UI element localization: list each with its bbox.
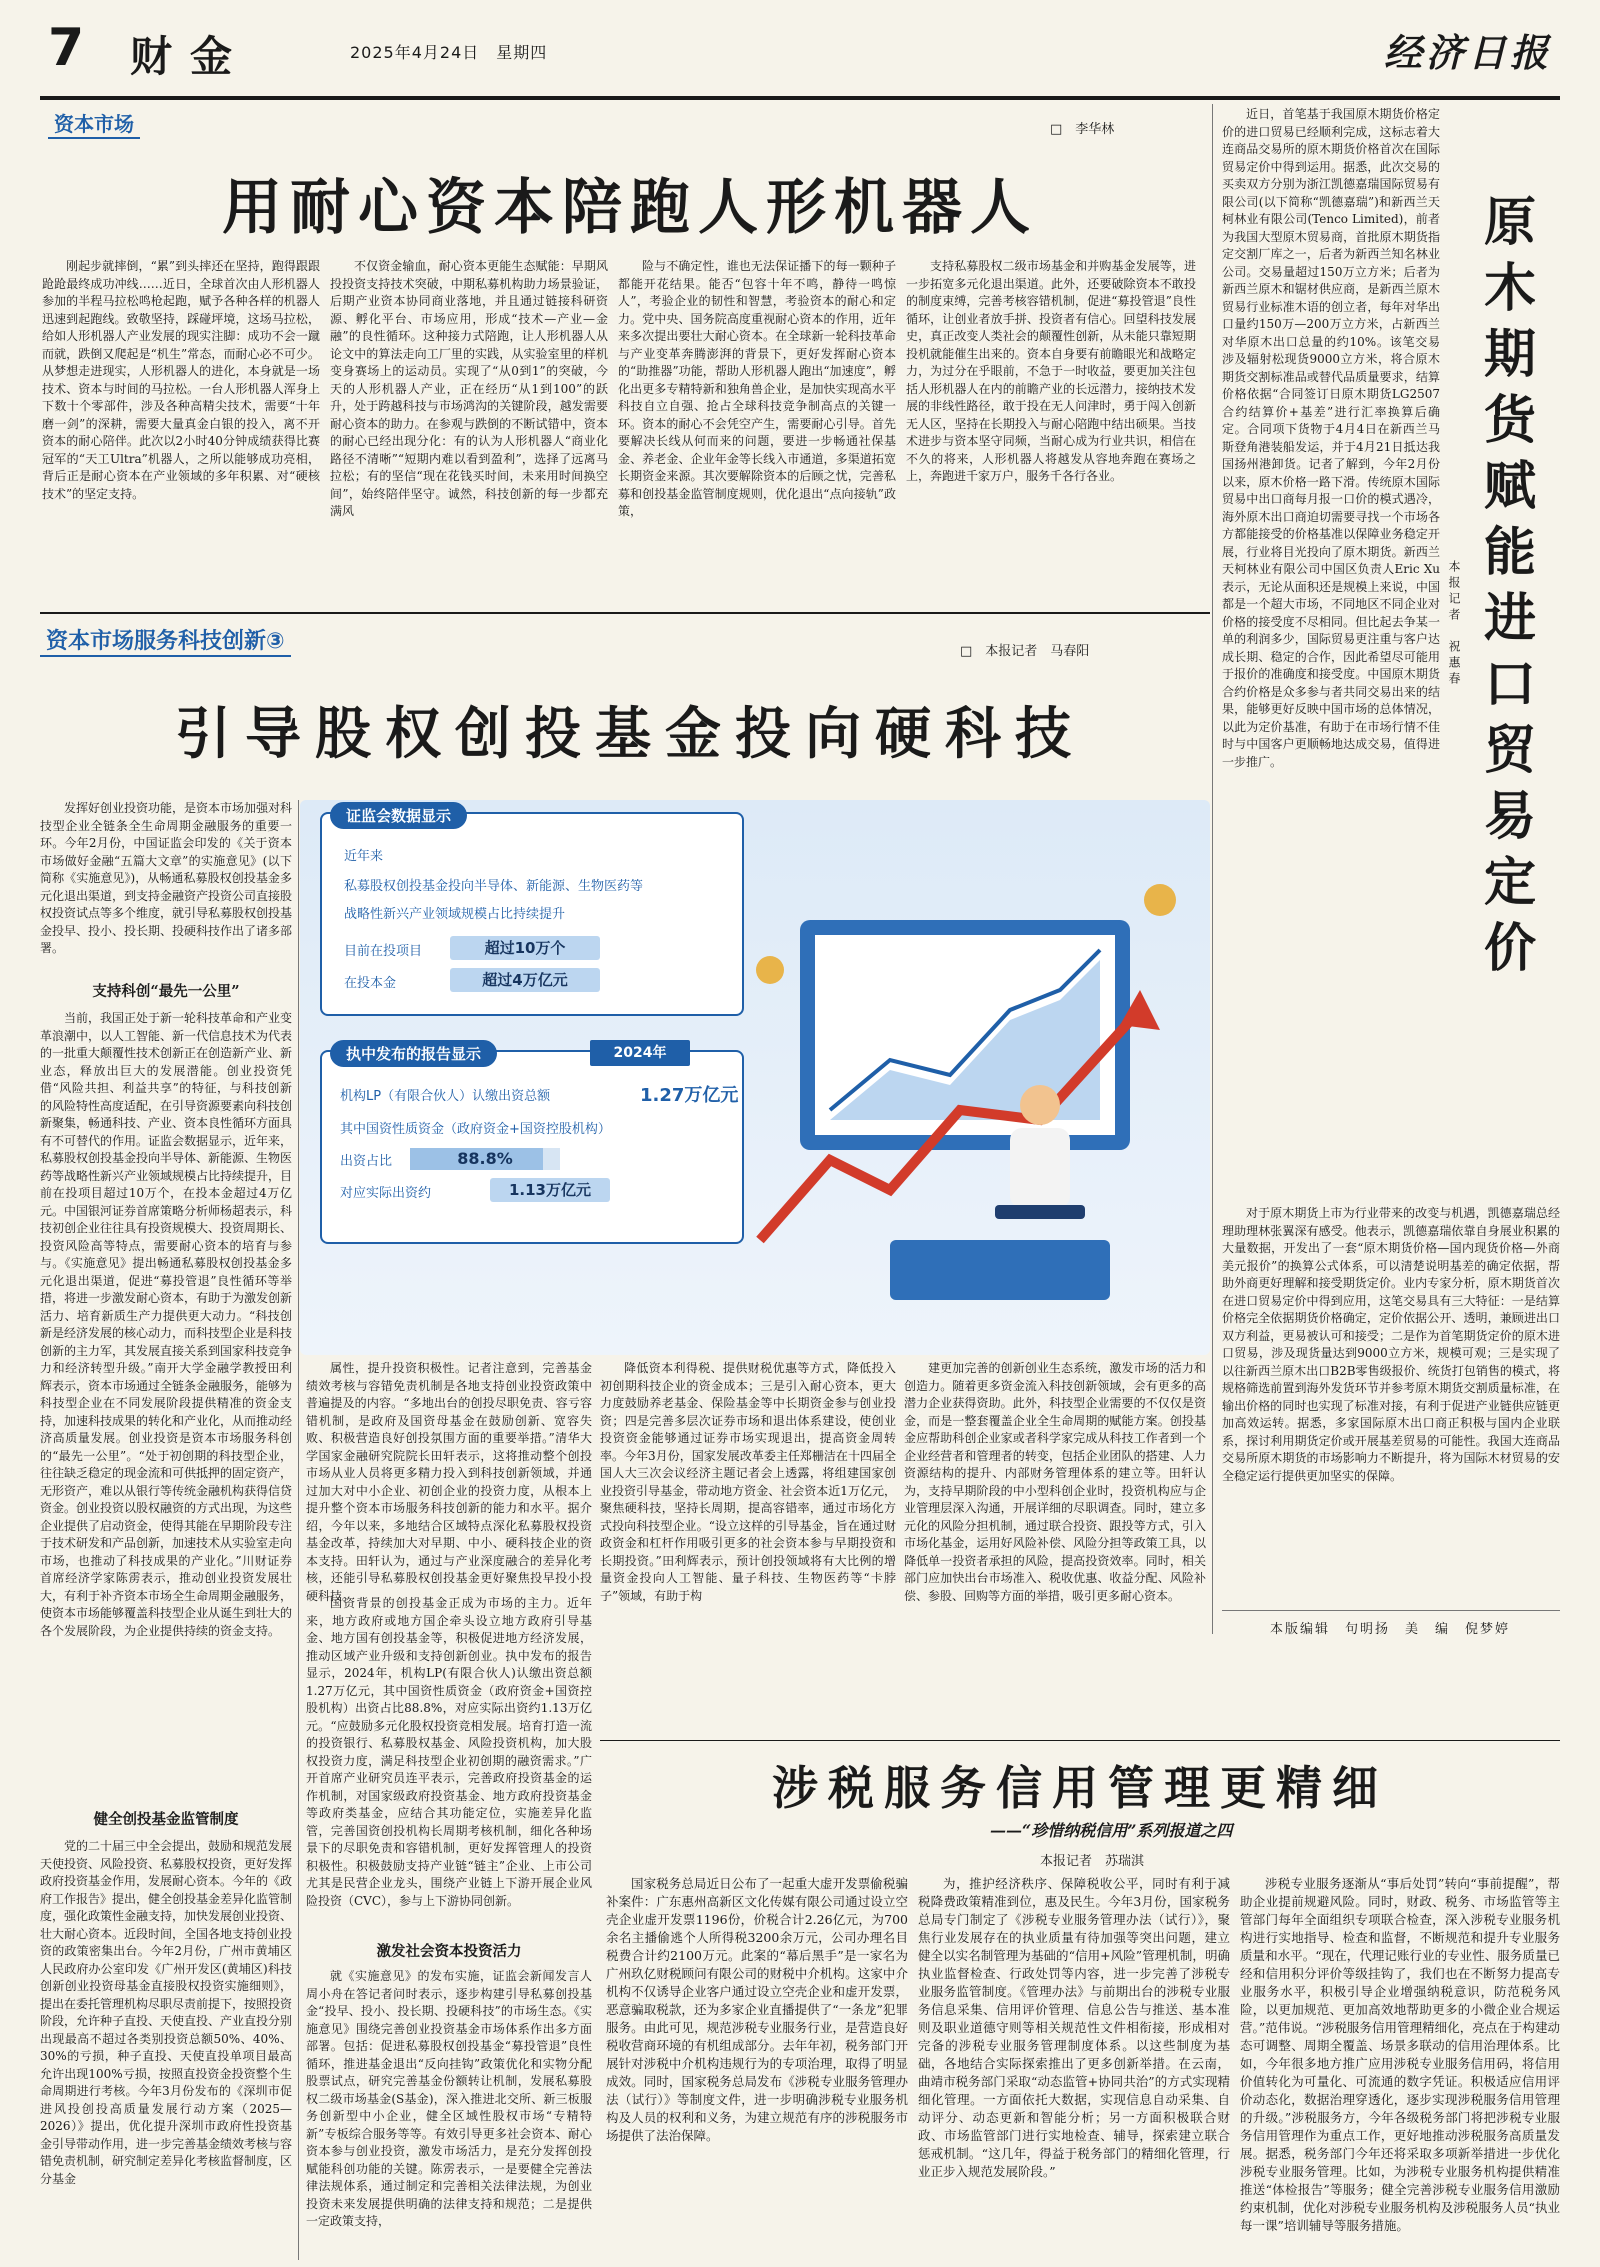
line-sectors: 私募股权创投基金投向半导体、新能源、生物医药等 xyxy=(344,879,644,894)
article2-intro: 发挥好创业投资功能，是资本市场加强对科技型企业全链条全生命周期金融服务的重要一环。今年2月份，中国证监会印发的《关于资本市场做好金融“五篇大文章”的实施意见》(以下简称《实施意见》)，从畅通私募股权创投基金多元化退出渠道，到支持金融资产投资公司直接股权投资试点等多个维度，就引导私募股权创投基金投早、投小、投长期、投硬科技作出了诸多部署。 xyxy=(40,801,293,955)
column-tag-capital-market: 资本市场 xyxy=(48,108,140,139)
issue-date: 2025年4月24日 星期四 xyxy=(350,43,548,62)
editor-rule xyxy=(1222,1610,1560,1611)
page-number: 7 xyxy=(48,18,85,78)
article4-top-rule xyxy=(600,1740,1560,1741)
article2-byline: □ 本报记者 马春阳 xyxy=(960,644,1090,659)
line-strategic: 战略性新兴产业领域规模占比持续提升 xyxy=(344,907,566,922)
person-legs-icon xyxy=(995,1205,1085,1219)
article1-col2: 不仅资金输血，耐心资本更能生态赋能：早期风投投资支持技术突破，中期私募机构助力场景验证，后期产业资本协同商业落地，并且通过链接科研资源、孵化平台、市场应用，形成“技术—产业—金融”的良性循环。这种接力式陪跑，让人形机器人从论文中的算法走向工厂里的实践，从实验室里的样机变身赛场上的运动员。实现了“从0到1”的突破，今天的人形机器人产业，正在经历“从1到100”的跃升，处于跨越科技与市场鸿沟的关键阶段，越发需要耐心资本的助力。在参观与跌倒的不断试错中，资本的耐心已经出现分化：有的认为人形机器人“商业化路径不清晰”“短期内难以看到盈利”，选择了远离马拉松；有的坚信“现在花钱买时间，未来用时间换空间”，始终陪伴坚守。诚然，科技创新的每一步都充满风 xyxy=(330,259,608,518)
article1-col4: 支持私募股权二级市场基金和并购基金发展等，进一步拓宽多元化退出渠道。此外，还要破除资本不敢投的制度束缚，完善考核容错机制，促进“募投管退”良性循环，让创业者放手拼、投资者有信心。回望科技发展史，真正改变人类社会的颠覆性创新，从未能只靠短期投机就能催生出来的。资本自身要有前瞻眼光和战略定力，为过分在乎眼前，不急于一时收益，要更加关注包括人形机器人在内的前瞻产业的长远潜力，接纳技术发展的非线性路径，敢于投在无人问津时，勇于闯入创新无人区，坚持在长期投入与耐心陪跑中结出硕果。当技术进步与资本坚守同频，当耐心成为行业共识，相信在不久的将来，人形机器人将越发从容地奔跑在赛场之上，奔跑进千家万户，服务千各行各业。 xyxy=(906,259,1196,483)
projects-label: 目前在投项目 xyxy=(344,944,423,959)
article4-col1: 国家税务总局近日公布了一起重大虚开发票偷税骗补案件：广东惠州高新区文化传媒有限公司通过设立空壳企业虚开发票1196份，价税合计2.26亿元，为700余名主播偷逃个人所得税3200余万元，公司办理名目税费合计约2100万元。此案的“幕后黑手”是一家名为广州玖亿财税顾问有限公司的财税中介机构。这家中介机构不仅诱导企业客户通过设立空壳企业和虚开发票，恶意骗取税款，还为多家企业直播提供了“一条龙”犯罪服务。由此可见，规范涉税专业服务行业，是营造良好税收营商环境的有机组成部分。去年年初，税务部门开展针对涉税中介机构违规行为的专项治理，取得了明显成效。同时，国家税务总局发布《涉税专业服务管理办法（试行）》等制度文件，进一步明确涉税专业服务机构及人员的权利和义务，为建立规范有序的涉税服务市场提供了法治保障。 xyxy=(606,1876,908,2143)
coin-icon-2 xyxy=(756,956,784,984)
report-data-title: 执中发布的报告显示 xyxy=(330,1040,497,1067)
page-editors: 本版编辑 句明扬 美 编 倪梦婷 xyxy=(1270,1622,1511,1637)
masthead xyxy=(40,18,1560,88)
article4-byline: 本报记者 苏瑞淇 xyxy=(1040,1854,1145,1869)
article2-left-col2: 党的二十届三中全会提出，鼓励和规范发展天使投资、风险投资、私募股权投资，更好发挥政府投资基金作用，发展耐心资本。今年的《政府工作报告》提出，健全创投基金差异化监管制度，强化政策性金融支持，加快发展创业投资、壮大耐心资本。近段时间，全国各地支持创业投资的政策密集出台。今年2月份，广州市黄埔区人民政府办公室印发《广州开发区(黄埔区)科技创新创业投资母基金直接股权投资实施细则》，提出在委托管理机构尽职尽责前提下，按照投资阶段，允许种子直投、天使直投、产业直投分别出现最高不超过各类别投资总额50%、40%、30%的亏损，种子直投、天使直投单项目最高允许出现100%亏损，按照直投资金投资整个生命周期进行考核。今年3月份发布的《深圳市促进风投创投高质量发展行动方案（2025—2026）》提出，优化提升深圳市政府性投资基金引导带动作用，进一步完善基金绩效考核与容错免责机制，研究制定差异化考核监督制度，区分基金 xyxy=(40,1839,293,2186)
article2-headline: 引导股权创投基金投向硬科技 xyxy=(175,701,1085,767)
desk-icon xyxy=(890,1240,1110,1300)
state-capital-label: 其中国资性质资金（政府资金+国资控股机构） xyxy=(340,1122,611,1137)
infographic xyxy=(300,800,1210,1355)
column-rule xyxy=(298,800,299,2260)
article4-headline: 涉税服务信用管理更精细 xyxy=(772,1761,1388,1815)
actual-value: 1.13万亿元 xyxy=(490,1178,610,1202)
article1-col1: 刚起步就摔倒，“累”到头摔还在坚持，跑得跟跟跄跄最终成功冲线……近日，全球首次由人形机器人参加的半程马拉松鸣枪起跑，赋予各种各样的机器人迅速到起跑线。致敬坚持，踩碰坪境，这场马拉松，给如人形机器人产业发展的现实注脚：成功不会一蹴而就，跌倒又爬起是“机生”常态，而耐心必不可少。从梦想走进现实，人形机器人的进化，本身就是一场技术、资本与时间的马拉松。一台人形机器人浑身上下数十个零部件，涉及各种高精尖技术，需要“十年磨一剑”的深耕，需要大量真金白银的投入，离不开资本的耐心陪伴。此次以2小时40分钟成绩获得比赛冠军的“天工Ultra”机器人，之所以能够成功亮相，背后正是耐心资本在产业领域的多年积累、对“硬核技术”的坚定支持。 xyxy=(42,259,320,501)
column-tag-series: 资本市场服务科技创新③ xyxy=(40,624,291,657)
article2-mid-col1b: 国资背景的创投基金正成为市场的主力。近年来，地方政府或地方国企牵头设立地方政府引导基金、地方国有创投基金等，积极促进地方经济发展，推动区域产业升级和支持创新创业。执中发布的报告显示，2024年，机构LP(有限合伙人)认缴出资总额1.27万亿元，其中国资性质资金（政府资金+国资控股机构）出资占比88.8%，对应实际出资约1.13万亿元。“应鼓励多元化股权投资竞相发展。培育打造一流的投资银行、私募股权基金、风险投资机构，加大股权投资力度，满足科技型企业初创期的融资需求。”广开首席产业研究员连平表示，完善政府投资基金的运作机制，对国家级政府投资基金、地方政府投资基金等政府类基金，应结合其功能定位，实施差异化监管，完善国资创投机构长周期考核机制，细化各种场景下的尽职免责和容错机制，更好发挥管理人的投资积极性。积极鼓励支持产业链“链主”企业、上市公司尤其是民营企业龙头，围绕产业链上下游开展企业风险投资（CVC），参与上下游协同创新。 xyxy=(306,1596,592,1908)
article3-col1: 近日，首笔基于我国原木期货价格定价的进口贸易已经顺利完成，这标志着大连商品交易所的原木期货价格首次在国际贸易定价中得到运用。据悉，此次交易的买卖双方分别为浙江凯德嘉瑞国际贸易有限公司(以下简称“凯德嘉瑞”)和新西兰天柯林业有限公司(Tenco Limited)，前者为我国大型原木贸易商，首批原木期货指定交割厂库之一，后者为新西兰知名林业公司。交易量超过150万立方米；后者为新西兰原木和锯材供应商，是新西兰原木贸易行业标准木语的创立者，每年对华出口量约150万—200万立方米，占新西兰对华原木出口总量的约10%。该笔交易涉及辐射松现货9000立方米，将合原木期货交割标准品或替代品质量要求，结算价格依据“合同签订日原木期货LG2507合约结算价+基差”进行汇率换算后确定。合同项下货物于4月4日在新西兰马斯登角港装船发运，并于4月21日抵达我国扬州港卸货。记者了解到，今年2月份以来，原木价格一路下滑。传统原木国际贸易中出口商每月报一口价的模式遇冷，海外原木出口商迫切需要寻找一个市场各方都能接受的价格基准以保障业务稳定开展，行业将目光投向了原木期货。新西兰天柯林业有限公司中国区负责人Eric Xu表示，无论从面积还是规模上来说，中国都是一个超大市场，不同地区不同企业对价格的接受度不尽相同。但比起去争某一单的利润多少，国际贸易更注重与客户达成长期、稳定的合作，因此希望尽可能用于报价的准确度和接受度。中国原木期货合约价格是众多参与者共同交易出来的结果，能够更好反映中国市场的总体情况，以此为定价基准，有助于在市场行情不佳时与中国客户更顺畅地达成交易，值得进一步推广。 xyxy=(1222,107,1440,769)
share-label: 出资占比 xyxy=(340,1154,393,1169)
section-divider xyxy=(40,612,1210,614)
lp-label: 机构LP（有限合伙人）认缴出资总额 xyxy=(340,1089,551,1104)
article3-col2: 对于原木期货上市为行业带来的改变与机遇，凯德嘉瑞总经理助理林张翼深有感受。他表示，凯德嘉瑞依靠自身展业积累的大量数据，开发出了一套“原木期货价格—国内现货价格—外商美元报价”的换算公式体系，可以清楚说明基差的确定依据，帮助外商更好理解和接受期货定价。业内专家分析，原木期货首次在进口贸易定价中得到应用，这笔交易具有三大特征：一是结算价格完全依据期货价格确定，定价依据公开、透明，兼顾进出口双方利益，更易被认可和接受；二是作为首笔期货定价的原木进口贸易，涉及现货量达到9000立方米，规模可观；三是实现了以往新西兰原木出口B2B零售级报价、统货打包销售的模式，将规格筛选前置到海外发货环节并参考原木期货交割质量标准，在输出价格的同时也实现了标准对接，有利于促进产业链供应链更加高效运转。据悉，多家国际原木出口商正积极与国内企业联系，探讨利用期货定价或开展基差贸易的可能性。我国大连商品交易所原木期货的市场影响力不断提升，将为国际木材贸易的安全稳定运行提供更加坚实的保障。 xyxy=(1222,1206,1560,1483)
article3-byline: 本报记者 祝惠春 xyxy=(1447,560,1461,688)
report-year: 2024年 xyxy=(590,1040,690,1066)
subhead-social-capital: 激发社会资本投资活力 xyxy=(376,1943,522,1960)
share-value: 88.8% xyxy=(457,1149,513,1168)
article2-mid-col1: 属性，提升投资积极性。记者注意到，完善基金绩效考核与容错免责机制是各地支持创业投资政策中普遍提及的内容。“多地出台的创投尽职免责、容亏容错机制，是政府及国资母基金在鼓励创新、宽容失败、积极营造良好创投氛围方面的重要举措。”清华大学国家金融研究院院长田轩表示，这将推动整个创投市场从业人员将更多精力投入到科技创新领域，并通过加大对中小企业、初创企业的投资力度，从根本上提升整个资本市场服务科技创新的能力和水平。据介绍，今年以来，多地结合区域特点深化私募股权投资基金改革，持续加大对早期、中小、硬科技企业的资本支持。田轩认为，通过与产业深度融合的差异化考核，还能引导私募股权创投基金更好聚焦投早投小投硬科技。 xyxy=(306,1361,592,1603)
subhead-regulation: 健全创投基金监管制度 xyxy=(93,1811,239,1828)
person-head-icon xyxy=(1020,1085,1060,1125)
report-data-box xyxy=(320,1050,744,1244)
line-recent-years: 近年来 xyxy=(344,849,384,864)
subhead-first-mile: 支持科创“最先一公里” xyxy=(92,983,240,1000)
coin-icon xyxy=(1144,884,1176,916)
article4-subtitle: ——“珍惜纳税信用”系列报道之四 xyxy=(990,1821,1233,1840)
masthead-rule xyxy=(40,96,1560,100)
csrc-data-title: 证监会数据显示 xyxy=(330,802,467,829)
actual-label: 对应实际出资约 xyxy=(340,1186,432,1201)
newspaper-logo: 经济日报 xyxy=(1383,30,1552,75)
article1-col3: 险与不确定性，谁也无法保证播下的每一颗种子都能开花结果。能否“包容十年不鸣，静待一鸣惊人”，考验企业的韧性和智慧，考验资本的耐心和定力。党中央、国务院高度重视耐心资本的作用，近年来多次提出要壮大耐心资本。在全球新一轮科技革命与产业变革奔腾澎湃的背景下，更好发挥耐心资本的“助推器”功能，帮助人形机器人跑出“加速度”，孵化出更多专精特新和独角兽企业，是加快实现高水平科技自立自强、抢占全球科技竞争制高点的关键一环。资本的耐心不会凭空产生，需要耐心引导。首先要解决长线从何而来的问题，要进一步畅通社保基金、养老金、企业年金等长线入市通道，多渠道拓宽长期资金来源。其次要解除资本的后顾之忧，完善私募和创投基金监管制度规则，优化退出“点向接轨”政策， xyxy=(618,259,896,518)
section-name: 财金 xyxy=(130,32,251,81)
share-bar-track xyxy=(410,1148,560,1170)
article1-headline: 用耐心资本陪跑人形机器人 xyxy=(222,173,1038,243)
capital-value: 超过4万亿元 xyxy=(450,968,600,992)
article2-mid-col2: 降低资本利得税、提供财税优惠等方式，降低投入初创期科技企业的资金成本；三是引入耐心资本，更大力度鼓励养老基金、保险基金等中长期资金参与创业投资；四是完善多层次证券市场和退出体系建设，使创业投资资金能够通过证券市场实现退出，提高资金周转率。今年3月份，国家发展改革委主任郑栅洁在十四届全国人大三次会议经济主题记者会上透露，将组建国家创业投资引导基金，带动地方资金、社会资本近1万亿元，聚焦硬科技，坚持长周期，提高容错率，通过市场化方式投向科技型企业。“设立这样的引导基金，旨在通过财政资金和杠杆作用吸引更多的社会资本参与早期投资和长期投资。”田利辉表示，预计创投领域将有大比例的增量资金投向人工智能、量子科技、生物医药等“卡脖子”领域，有助于构 xyxy=(600,1361,896,1603)
person-body-icon xyxy=(1010,1128,1070,1208)
article2-mid-col1c: 就《实施意见》的发布实施，证监会新闻发言人周小舟在答记者问时表示，逐步构建引导私募创投基金“投早、投小、投长期、投硬科技”的市场生态。《实施意见》围绕完善创业投资基金市场体系作出多方面部署。包括：促进私募股权创投基金“募投管退”良性循环，推进基金退出“反向挂钩”政策优化和实物分配股票试点，研究完善基金份额转让机制，发展私募股权二级市场基金(S基金)，深入推进北交所、新三板服务创新型中小企业，健全区域性股权市场“专精特新”专板综合服务等等。有效引导更多社会资本、耐心资本参与创业投资，激发市场活力，是充分发挥创投赋能科创功能的关键。陈雳表示，一是要健全完善法律法规体系，通过制定和完善相关法律法规，为创业投资未来发展提供明确的法律支持和规范；二是提供一定政策支持， xyxy=(306,1969,592,2228)
capital-label: 在投本金 xyxy=(344,976,397,991)
article2-left-col: 当前，我国正处于新一轮科技革命和产业变革浪潮中，以人工智能、新一代信息技术为代表的一批重大颠覆性技术创新正在创造新产业、新业态，释放出巨大的发展潜能。创业投资凭借“风险共担、利益共享”的特征，与科技创新的风险特性高度适配，在引导资源要素向科技创新聚集，畅通科技、产业、资本良性循环方面具有不可替代的作用。证监会数据显示，近年来，私募股权创投基金投向半导体、新能源、生物医药等战略性新兴产业领域规模占比持续提升，目前在投项目超过10万个，在投本金超过4万亿元。中国银河证券首席策略分析师杨超表示，科技初创企业往往具有投资规模大、投资周期长、投资风险高等特点，需要耐心资本的培育与参与。《实施意见》提出畅通私募股权创投基金多元化退出渠道，促进“募投管退”良性循环等举措，将进一步激发耐心资本，有助于为激发创新活力、培育新质生产力提供更大动力。“科技创新是经济发展的核心动力，而科技型企业是科技创新的主力军，其发展直接关系到国家科技竞争力和经济转型升级。”南开大学金融学教授田利辉表示，资本市场通过全链条金融服务，能够为科技型企业在不同发展阶段提供精准的资金支持，加速科技成果的转化和产业化，从而推动经济高质量发展。创业投资是资本市场服务科创的“最先一公里”。“处于初创期的科技型企业，往往缺乏稳定的现金流和可供抵押的固定资产，无形资产，难以从银行等传统金融机构获得信贷资金。创业投资以股权融资的方式出现，为这些企业提供了启动资金，使得其能在早期阶段专注于技术研发和产品创新，加速技术从实验室走向市场，也推动了科技成果的产业化。”川财证券首席经济学家陈雳表示，推动创业投资发展壮大，有利于补齐资本市场全生命周期金融服务，使资本市场能够覆盖科技型企业从诞生到壮大的各个发展阶段，为企业提供持续的资金支持。 xyxy=(40,1011,293,1638)
projects-value: 超过10万个 xyxy=(450,936,600,960)
article3-headline: 原木期货赋能进口贸易定价 xyxy=(1483,192,1536,979)
article2-right-col: 建更加完善的创新创业生态系统，激发市场的活力和创造力。随着更多资金流入科技创新领域，会有更多的高潜力企业获得资助。此外，科技型企业需要的不仅仅是资金，而是一整套覆盖企业全生命周期的赋能方案。创投基金应帮助科创企业家或者科学家完成从科技工作者到一个企业经营者和管理者的转变，包括企业团队的搭建、人力资源结构的提升、内部财务管理体系的建立等。田轩认为，支持早期阶段的中小型科创企业时，投资机构应与企业管理层深入沟通，开展详细的尽职调查。同时，建立多元化的风险分担机制，通过联合投资、跟投等方式，引入市场化基金，运用好风险补偿、风险分担等政策工具，以降低单一投资者承担的风险，提高投资效率。同时，相关部门应加快出台市场准入、税收优惠、收益分配、风险补偿、参股、回购等方面的举措，吸引更多耐心资本。 xyxy=(904,1361,1206,1603)
column-rule-right xyxy=(1212,104,1213,1634)
article4-col3: 涉税专业服务逐渐从“事后处罚”转向“事前提醒”，帮助企业提前规避风险。同时，财政、税务、市场监管等主管部门每年全面组织专项联合检查，深入涉税专业服务机构进行实地指导、检查和监督，不断规范和提升专业服务质量和水平。“现在，代理记账行业的专业性、服务质量已经和信用积分评价等级挂钩了，我们也在不断努力提高专业服务水平，积极引导企业增强纳税意识，防范税务风险，以更加规范、更加高效地帮助更多的小微企业合规运营。”范伟说。“涉税服务信用管理精细化，亮点在于构建动态可调整、周期全覆盖、场景多联动的信用治理体系。比如，今年很多地方推广应用涉税专业服务信用码，将信用价值转化为可量化、可流通的数字凭证。积极适应信用评价动态化，数据治理穿透化，逐步实现涉税服务信用管理的升级。”涉税服务方，今年各级税务部门将把涉税专业服务信用管理作为重点工作，更好地推动涉税服务高质量发展。据悉，税务部门今年还将采取多项新举措进一步优化涉税专业服务管理。比如，为涉税专业服务机构提供精准推送“体检报告”等服务；健全完善涉税专业服务信用激励约束机制，优化对涉税专业服务机构及涉税服务人员“执业每一课”培训辅导等服务措施。 xyxy=(1240,1876,1560,2233)
article1-byline: □ 李华林 xyxy=(1050,122,1115,137)
article4-col2: 为，推护经济秩序、保障税收公平，同时有利于减税降费政策精准到位，惠及民生。今年3月份，国家税务总局专门制定了《涉税专业服务管理办法（试行）》，聚焦行业发展存在的执业质量有待加强等突出问题，建立健全以实名制管理为基础的“信用+风险”管理机制，明确执业监督检查、行政处罚等内容，进一步完善了涉税专业服务监管制度。《管理办法》与前期出台的涉税专业服务信息采集、信用评价管理、信息公告与推送、基本准则及职业道德守则等相关规范性文件相衔接，形成相对完备的涉税专业服务管理制度体系。以这些制度为基础，各地结合实际探索推出了更多创新举措。在云南，曲靖市税务部门采取“动态监管+协同共治”的方式实现精细化管理。一方面依托大数据，实现信息自动采集、自动评分、动态更新和智能分析；另一方面积极联合财政、市场监管部门进行实地检查、辅导，探索建立联合惩戒机制。“这几年，得益于税务部门的精细化管理，行业正步入规范发展阶段。” xyxy=(918,1876,1230,2179)
lp-value: 1.27万亿元 xyxy=(640,1085,739,1106)
growth-illustration xyxy=(740,860,1200,1340)
